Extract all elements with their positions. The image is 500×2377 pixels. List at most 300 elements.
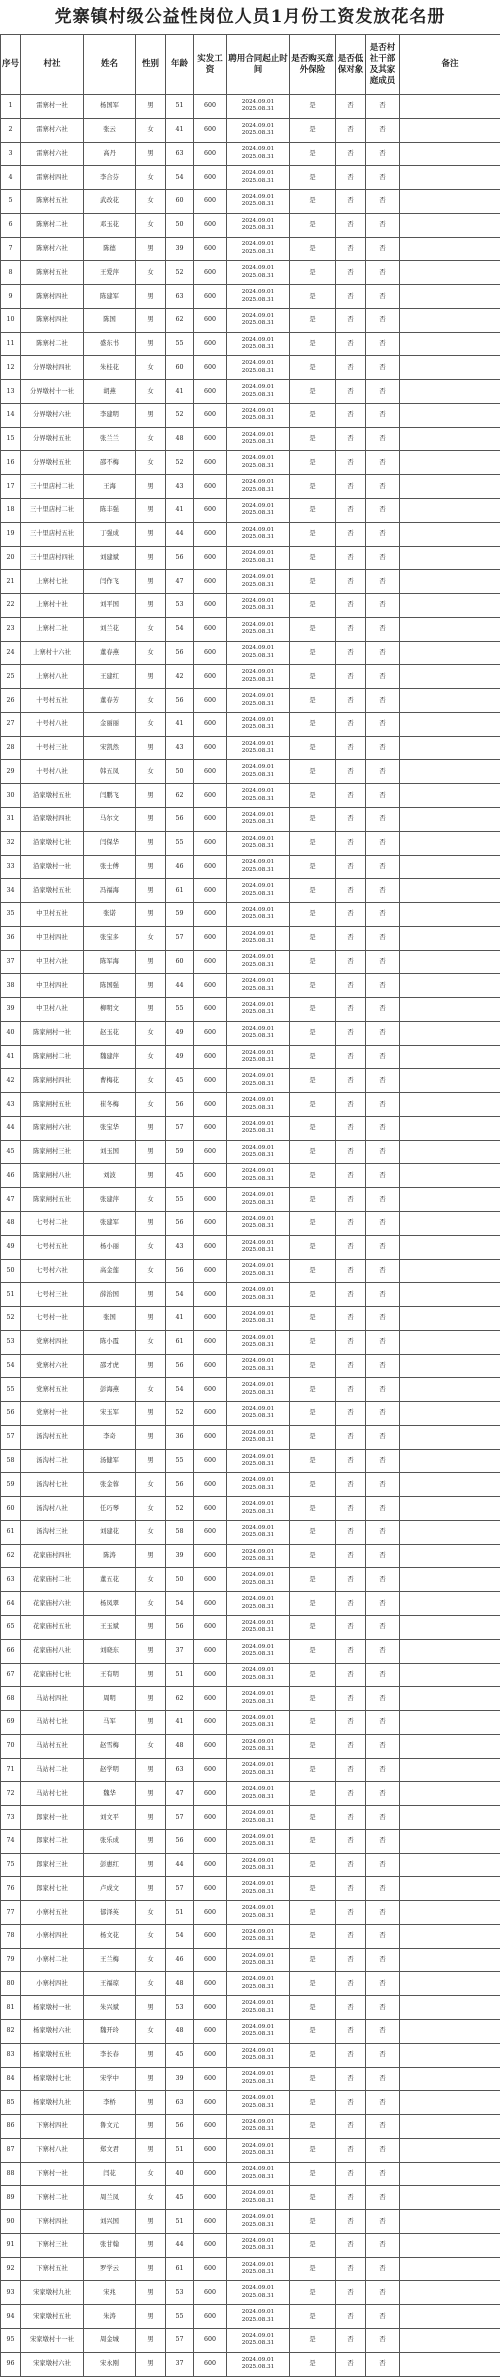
cell-seq: 17	[1, 475, 21, 499]
cell-wage: 600	[194, 1021, 227, 1045]
cell-lowincome: 否	[336, 1806, 366, 1830]
cell-cadre: 否	[366, 1972, 400, 1996]
cell-wage: 600	[194, 641, 227, 665]
table-row	[1, 499, 500, 523]
cell-gender: 男	[136, 499, 166, 523]
cell-cadre: 否	[366, 499, 400, 523]
cell-wage: 600	[194, 142, 227, 166]
cell-gender: 女	[136, 1972, 166, 1996]
cell-name: 李合芬	[84, 166, 136, 190]
cell-remark	[400, 1473, 500, 1497]
cell-seq: 79	[1, 1948, 21, 1972]
cell-lowincome: 否	[336, 1663, 366, 1687]
cell-lowincome: 否	[336, 332, 366, 356]
cell-remark	[400, 2233, 500, 2257]
cell-age: 56	[166, 1616, 194, 1640]
cell-wage: 600	[194, 1307, 227, 1331]
cell-period: 2024.09.01 2025.08.31	[227, 903, 290, 927]
cell-period: 2024.09.01 2025.08.31	[227, 2305, 290, 2329]
cell-period: 2024.09.01 2025.08.31	[227, 689, 290, 713]
cell-age: 59	[166, 903, 194, 927]
cell-cadre: 否	[366, 166, 400, 190]
cell-name: 刘兴国	[84, 2210, 136, 2234]
cell-gender: 女	[136, 1330, 166, 1354]
cell-wage: 600	[194, 1544, 227, 1568]
table-row	[1, 2067, 500, 2091]
cell-gender: 男	[136, 2091, 166, 2115]
cell-insurance: 是	[290, 1687, 336, 1711]
cell-village: 三十里店村二社	[21, 475, 84, 499]
table-row	[1, 356, 500, 380]
cell-age: 39	[166, 237, 194, 261]
cell-gender: 男	[136, 1354, 166, 1378]
cell-period: 2024.09.01 2025.08.31	[227, 499, 290, 523]
cell-village: 郎家村三社	[21, 1853, 84, 1877]
cell-cadre: 否	[366, 689, 400, 713]
cell-period: 2024.09.01 2025.08.31	[227, 1711, 290, 1735]
cell-name: 冯福海	[84, 879, 136, 903]
cell-wage: 600	[194, 1330, 227, 1354]
cell-wage: 600	[194, 1663, 227, 1687]
cell-age: 61	[166, 1330, 194, 1354]
cell-village: 汤沟村七社	[21, 1473, 84, 1497]
cell-name: 宋永刚	[84, 2352, 136, 2376]
cell-age: 57	[166, 2328, 194, 2352]
cell-insurance: 是	[290, 641, 336, 665]
cell-village: 分界墩村六社	[21, 403, 84, 427]
cell-age: 41	[166, 118, 194, 142]
cell-wage: 600	[194, 2305, 227, 2329]
table-row	[1, 736, 500, 760]
table-row	[1, 451, 500, 475]
cell-period: 2024.09.01 2025.08.31	[227, 1235, 290, 1259]
table-row	[1, 1663, 500, 1687]
cell-cadre: 否	[366, 2162, 400, 2186]
cell-age: 56	[166, 2115, 194, 2139]
cell-village: 三十里店村二社	[21, 499, 84, 523]
cell-wage: 600	[194, 1592, 227, 1616]
cell-name: 李奇	[84, 1425, 136, 1449]
cell-lowincome: 否	[336, 1069, 366, 1093]
cell-name: 高金莲	[84, 1259, 136, 1283]
cell-seq: 66	[1, 1639, 21, 1663]
cell-seq: 69	[1, 1711, 21, 1735]
cell-wage: 600	[194, 665, 227, 689]
cell-seq: 46	[1, 1164, 21, 1188]
cell-insurance: 是	[290, 2091, 336, 2115]
table-row	[1, 974, 500, 998]
cell-village: 上寨村八社	[21, 665, 84, 689]
cell-wage: 600	[194, 974, 227, 998]
cell-period: 2024.09.01 2025.08.31	[227, 166, 290, 190]
cell-seq: 6	[1, 213, 21, 237]
cell-name: 韩五凤	[84, 760, 136, 784]
cell-cadre: 否	[366, 2305, 400, 2329]
cell-gender: 女	[136, 1734, 166, 1758]
cell-lowincome: 否	[336, 261, 366, 285]
cell-name: 柳明文	[84, 998, 136, 1022]
cell-wage: 600	[194, 1449, 227, 1473]
cell-lowincome: 否	[336, 998, 366, 1022]
cell-age: 44	[166, 522, 194, 546]
cell-period: 2024.09.01 2025.08.31	[227, 1093, 290, 1117]
table-row	[1, 1639, 500, 1663]
cell-age: 58	[166, 1520, 194, 1544]
cell-age: 59	[166, 1140, 194, 1164]
cell-seq: 25	[1, 665, 21, 689]
cell-lowincome: 否	[336, 1782, 366, 1806]
cell-age: 55	[166, 831, 194, 855]
cell-insurance: 是	[290, 1425, 336, 1449]
cell-insurance: 是	[290, 1711, 336, 1735]
cell-cadre: 否	[366, 1354, 400, 1378]
cell-insurance: 是	[290, 1972, 336, 1996]
cell-name: 刘玉国	[84, 1140, 136, 1164]
cell-lowincome: 否	[336, 736, 366, 760]
cell-name: 张诺	[84, 903, 136, 927]
cell-period: 2024.09.01 2025.08.31	[227, 1782, 290, 1806]
cell-age: 45	[166, 1164, 194, 1188]
cell-gender: 男	[136, 1616, 166, 1640]
cell-cadre: 否	[366, 1877, 400, 1901]
cell-gender: 男	[136, 2281, 166, 2305]
cell-village: 下寨村三社	[21, 2233, 84, 2257]
table-body	[1, 95, 500, 2377]
cell-insurance: 是	[290, 1544, 336, 1568]
cell-name: 刘兰花	[84, 617, 136, 641]
cell-seq: 64	[1, 1592, 21, 1616]
table-row	[1, 308, 500, 332]
cell-period: 2024.09.01 2025.08.31	[227, 879, 290, 903]
cell-name: 王兰梅	[84, 1948, 136, 1972]
cell-cadre: 否	[366, 1758, 400, 1782]
cell-age: 60	[166, 950, 194, 974]
cell-seq: 1	[1, 95, 21, 119]
cell-age: 54	[166, 1924, 194, 1948]
cell-wage: 600	[194, 1948, 227, 1972]
cell-age: 54	[166, 166, 194, 190]
cell-remark	[400, 1069, 500, 1093]
cell-seq: 59	[1, 1473, 21, 1497]
cell-period: 2024.09.01 2025.08.31	[227, 594, 290, 618]
cell-village: 马站村二社	[21, 1758, 84, 1782]
cell-remark	[400, 2067, 500, 2091]
cell-seq: 63	[1, 1568, 21, 1592]
table-row	[1, 641, 500, 665]
col-header-period: 聘用合同起止时间	[227, 35, 290, 95]
cell-age: 63	[166, 1758, 194, 1782]
cell-age: 55	[166, 998, 194, 1022]
cell-period: 2024.09.01 2025.08.31	[227, 285, 290, 309]
cell-gender: 女	[136, 760, 166, 784]
cell-name: 杨小丽	[84, 1235, 136, 1259]
cell-lowincome: 否	[336, 522, 366, 546]
cell-seq: 36	[1, 926, 21, 950]
cell-village: 七号村六社	[21, 1259, 84, 1283]
cell-lowincome: 否	[336, 2305, 366, 2329]
cell-name: 张士傅	[84, 855, 136, 879]
cell-remark	[400, 570, 500, 594]
cell-cadre: 否	[366, 879, 400, 903]
cell-remark	[400, 1164, 500, 1188]
cell-period: 2024.09.01 2025.08.31	[227, 1330, 290, 1354]
cell-gender: 男	[136, 1211, 166, 1235]
cell-name: 彭海燕	[84, 1378, 136, 1402]
cell-village: 陈寨村五社	[21, 190, 84, 214]
cell-village: 花家庙村六社	[21, 1592, 84, 1616]
cell-cadre: 否	[366, 1901, 400, 1925]
cell-period: 2024.09.01 2025.08.31	[227, 1449, 290, 1473]
cell-gender: 女	[136, 1093, 166, 1117]
cell-remark	[400, 1639, 500, 1663]
table-row	[1, 1734, 500, 1758]
cell-insurance: 是	[290, 1259, 336, 1283]
table-row	[1, 2115, 500, 2139]
table-row	[1, 1592, 500, 1616]
cell-insurance: 是	[290, 1021, 336, 1045]
cell-insurance: 是	[290, 807, 336, 831]
cell-remark	[400, 1283, 500, 1307]
cell-cadre: 否	[366, 2210, 400, 2234]
cell-seq: 87	[1, 2138, 21, 2162]
table-row	[1, 95, 500, 119]
cell-wage: 600	[194, 1378, 227, 1402]
cell-lowincome: 否	[336, 807, 366, 831]
cell-name: 闫保华	[84, 831, 136, 855]
cell-period: 2024.09.01 2025.08.31	[227, 1164, 290, 1188]
cell-wage: 600	[194, 1235, 227, 1259]
table-row	[1, 261, 500, 285]
cell-age: 56	[166, 807, 194, 831]
cell-wage: 600	[194, 1473, 227, 1497]
cell-insurance: 是	[290, 1806, 336, 1830]
cell-wage: 600	[194, 499, 227, 523]
cell-remark	[400, 1734, 500, 1758]
cell-lowincome: 否	[336, 594, 366, 618]
table-row	[1, 1116, 500, 1140]
cell-cadre: 否	[366, 1093, 400, 1117]
cell-gender: 女	[136, 1924, 166, 1948]
cell-remark	[400, 475, 500, 499]
table-row	[1, 1164, 500, 1188]
cell-name: 张云	[84, 118, 136, 142]
cell-lowincome: 否	[336, 2257, 366, 2281]
cell-period: 2024.09.01 2025.08.31	[227, 1829, 290, 1853]
col-header-lowincome: 是否低保对象	[336, 35, 366, 95]
cell-seq: 60	[1, 1497, 21, 1521]
cell-seq: 95	[1, 2328, 21, 2352]
cell-gender: 男	[136, 2210, 166, 2234]
cell-insurance: 是	[290, 237, 336, 261]
cell-cadre: 否	[366, 1734, 400, 1758]
cell-lowincome: 否	[336, 1901, 366, 1925]
cell-remark	[400, 903, 500, 927]
cell-name: 高丹	[84, 142, 136, 166]
cell-remark	[400, 380, 500, 404]
cell-insurance: 是	[290, 1045, 336, 1069]
cell-gender: 女	[136, 1497, 166, 1521]
cell-age: 52	[166, 451, 194, 475]
cell-gender: 男	[136, 2138, 166, 2162]
cell-age: 47	[166, 1782, 194, 1806]
cell-gender: 女	[136, 1592, 166, 1616]
cell-cadre: 否	[366, 1782, 400, 1806]
cell-age: 57	[166, 926, 194, 950]
cell-wage: 600	[194, 1354, 227, 1378]
cell-wage: 600	[194, 285, 227, 309]
cell-cadre: 否	[366, 974, 400, 998]
cell-insurance: 是	[290, 403, 336, 427]
cell-period: 2024.09.01 2025.08.31	[227, 451, 290, 475]
cell-village: 十号村八社	[21, 760, 84, 784]
cell-cadre: 否	[366, 1259, 400, 1283]
cell-remark	[400, 1116, 500, 1140]
cell-insurance: 是	[290, 2352, 336, 2376]
cell-gender: 女	[136, 1901, 166, 1925]
cell-insurance: 是	[290, 1235, 336, 1259]
cell-cadre: 否	[366, 950, 400, 974]
cell-insurance: 是	[290, 998, 336, 1022]
cell-gender: 女	[136, 1045, 166, 1069]
cell-village: 党寨村五社	[21, 1378, 84, 1402]
cell-village: 下寨村四社	[21, 2210, 84, 2234]
table-row	[1, 1283, 500, 1307]
cell-remark	[400, 2020, 500, 2044]
cell-seq: 23	[1, 617, 21, 641]
table-row	[1, 1473, 500, 1497]
cell-age: 63	[166, 285, 194, 309]
cell-name: 董春芳	[84, 689, 136, 713]
cell-name: 王玉斌	[84, 1616, 136, 1640]
cell-age: 57	[166, 1806, 194, 1830]
cell-wage: 600	[194, 807, 227, 831]
cell-seq: 41	[1, 1045, 21, 1069]
cell-name: 张宝华	[84, 1116, 136, 1140]
cell-age: 51	[166, 2138, 194, 2162]
cell-insurance: 是	[290, 950, 336, 974]
cell-cadre: 否	[366, 2328, 400, 2352]
cell-village: 下寨村五社	[21, 2257, 84, 2281]
cell-period: 2024.09.01 2025.08.31	[227, 522, 290, 546]
cell-remark	[400, 1711, 500, 1735]
cell-village: 雷寨村一社	[21, 95, 84, 119]
cell-name: 卢成文	[84, 1877, 136, 1901]
cell-lowincome: 否	[336, 1520, 366, 1544]
cell-gender: 男	[136, 1639, 166, 1663]
cell-seq: 86	[1, 2115, 21, 2139]
cell-age: 56	[166, 641, 194, 665]
cell-remark	[400, 1211, 500, 1235]
cell-wage: 600	[194, 2067, 227, 2091]
cell-period: 2024.09.01 2025.08.31	[227, 1069, 290, 1093]
cell-age: 54	[166, 1592, 194, 1616]
cell-cadre: 否	[366, 641, 400, 665]
cell-lowincome: 否	[336, 1378, 366, 1402]
cell-name: 罗学云	[84, 2257, 136, 2281]
cell-cadre: 否	[366, 1948, 400, 1972]
cell-name: 闫作飞	[84, 570, 136, 594]
cell-gender: 男	[136, 736, 166, 760]
cell-gender: 女	[136, 2186, 166, 2210]
table-row	[1, 855, 500, 879]
table-row	[1, 332, 500, 356]
cell-lowincome: 否	[336, 118, 366, 142]
cell-insurance: 是	[290, 2043, 336, 2067]
cell-gender: 男	[136, 2352, 166, 2376]
cell-name: 闫花	[84, 2162, 136, 2186]
col-header-wage: 实发工资	[194, 35, 227, 95]
cell-village: 上寨村七社	[21, 570, 84, 594]
cell-cadre: 否	[366, 1853, 400, 1877]
cell-cadre: 否	[366, 998, 400, 1022]
cell-gender: 女	[136, 641, 166, 665]
cell-village: 陈寨村六社	[21, 237, 84, 261]
cell-age: 43	[166, 1235, 194, 1259]
table-row	[1, 1972, 500, 1996]
cell-age: 52	[166, 261, 194, 285]
cell-remark	[400, 1996, 500, 2020]
cell-gender: 女	[136, 427, 166, 451]
cell-village: 陈寨村二社	[21, 332, 84, 356]
table-row	[1, 2281, 500, 2305]
table-row	[1, 903, 500, 927]
cell-remark	[400, 2091, 500, 2115]
cell-insurance: 是	[290, 1116, 336, 1140]
cell-gender: 男	[136, 95, 166, 119]
cell-age: 56	[166, 689, 194, 713]
cell-village: 中卫村四社	[21, 974, 84, 998]
cell-remark	[400, 594, 500, 618]
table-row	[1, 1140, 500, 1164]
cell-lowincome: 否	[336, 1972, 366, 1996]
cell-seq: 21	[1, 570, 21, 594]
table-row	[1, 285, 500, 309]
cell-village: 上寨村十社	[21, 594, 84, 618]
cell-village: 马站村七社	[21, 1711, 84, 1735]
cell-period: 2024.09.01 2025.08.31	[227, 2091, 290, 2115]
cell-period: 2024.09.01 2025.08.31	[227, 617, 290, 641]
cell-village: 下寨村一社	[21, 2162, 84, 2186]
cell-name: 周明	[84, 1687, 136, 1711]
col-header-cadre: 是否村社干部及其家庭成员	[366, 35, 400, 95]
table-row	[1, 1829, 500, 1853]
table-row	[1, 237, 500, 261]
cell-age: 54	[166, 1378, 194, 1402]
cell-lowincome: 否	[336, 166, 366, 190]
cell-lowincome: 否	[336, 285, 366, 309]
cell-name: 张国	[84, 1307, 136, 1331]
cell-cadre: 否	[366, 2257, 400, 2281]
cell-name: 郑文君	[84, 2138, 136, 2162]
cell-remark	[400, 1687, 500, 1711]
cell-seq: 5	[1, 190, 21, 214]
cell-cadre: 否	[366, 926, 400, 950]
cell-remark	[400, 1378, 500, 1402]
cell-age: 44	[166, 1853, 194, 1877]
cell-period: 2024.09.01 2025.08.31	[227, 1425, 290, 1449]
cell-age: 55	[166, 2305, 194, 2329]
table-row	[1, 380, 500, 404]
cell-age: 56	[166, 1354, 194, 1378]
cell-cadre: 否	[366, 1378, 400, 1402]
table-row	[1, 118, 500, 142]
cell-age: 41	[166, 1711, 194, 1735]
table-row	[1, 2091, 500, 2115]
cell-lowincome: 否	[336, 1211, 366, 1235]
cell-village: 陈家闸村六社	[21, 1116, 84, 1140]
table-row	[1, 2138, 500, 2162]
cell-village: 小寨村五社	[21, 1901, 84, 1925]
